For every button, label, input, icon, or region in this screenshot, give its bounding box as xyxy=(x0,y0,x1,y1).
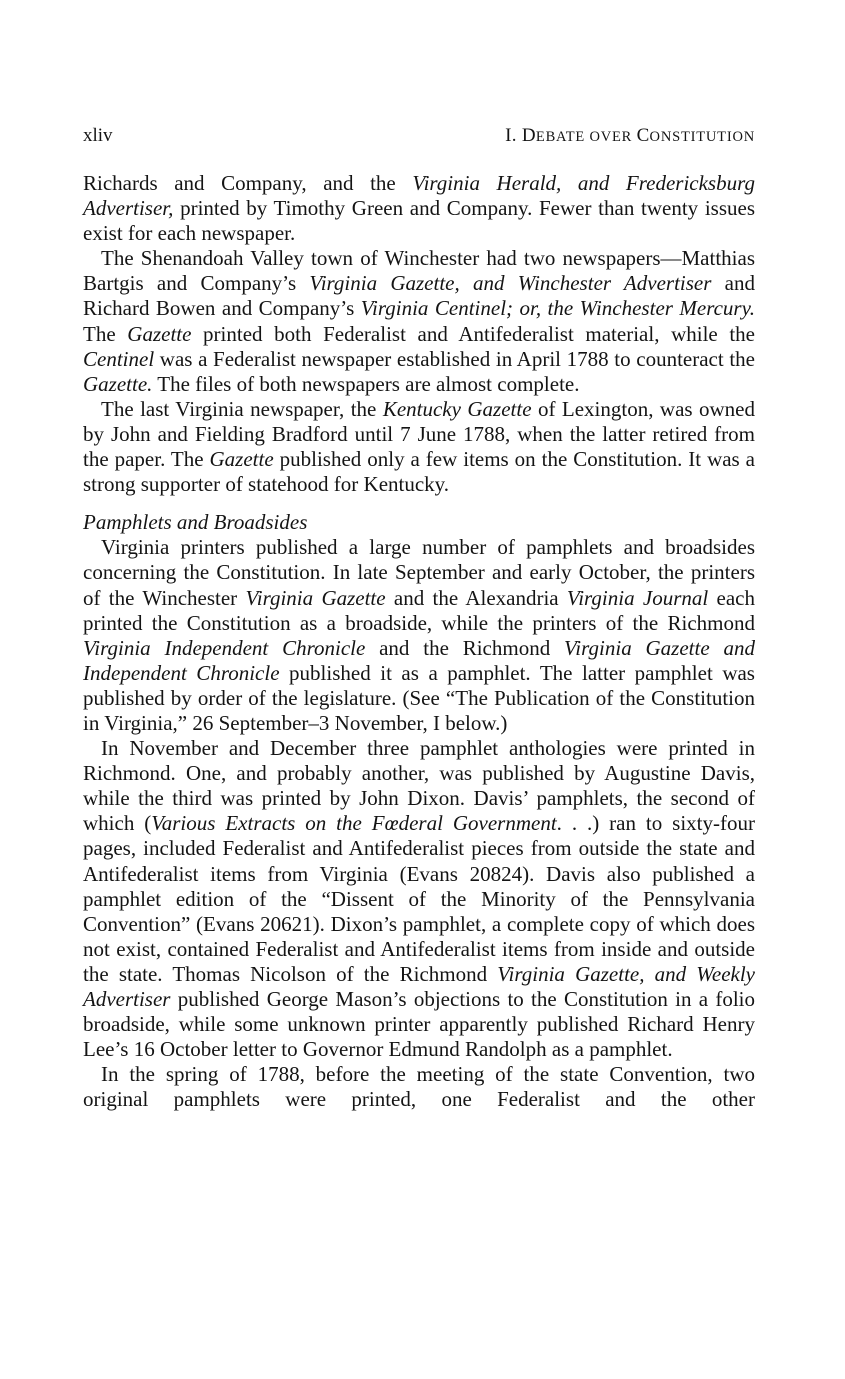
section-heading: Pamphlets and Broadsides xyxy=(83,510,308,535)
paragraph: The last Virginia newspaper, the Kentucky Gazette of Lexington, was owned by John and Fielding Bradford until 7 June 1788, when the latter retired from the paper. The Gazette published only a few items on the Constitution. It was a strong supporter of statehood for Kentucky. xyxy=(83,396,756,497)
running-title: I. DEBATE OVER CONSTITUTION xyxy=(505,125,755,146)
paragraph: In the spring of 1788, before the meeting of the state Convention, two original pamphlets were printed, one Federalist and the other xyxy=(83,1062,755,1112)
paragraph: Richards and Company, and the Virginia Herald, and Fredericksburg Advertiser, printed by Timothy Green and Company. Fewer than twenty issues exist for each newspaper. xyxy=(83,171,755,246)
page-number: xliv xyxy=(83,125,113,146)
paragraph: Virginia printers published a large number of pamphlets and broadsides concerning the Constitution. In late September and early October, the printers of the Winchester Virginia Gazette and the Alexandria Virginia Journal each printed the Constitution as a broadside, while the printers of the Richmond Virginia Independent Chronicle and the Richmond Virginia Gazette and Independent Chronicle published it as a pamphlet. The latter pamphlet was published by order of the legislature. (See “The Publication of the Constitution in Virginia,” 26 September–3 November, I below.) xyxy=(83,535,756,735)
body-text xyxy=(83,171,755,1112)
paragraph: The Shenandoah Valley town of Winchester had two newspapers—Matthias Bartgis and Company’s Virginia Gazette, and Winchester Advertiser and Richard Bowen and Company’s Virginia Centinel; or, the Winchester Mercury. The Gazette printed both Federalist and Antifederalist material, while the Centinel was a Federalist newspaper established in April 1788 to counteract the Gazette. The files of both newspapers are almost complete. xyxy=(83,246,755,396)
paragraph: In November and December three pamphlet anthologies were printed in Richmond. One, and probably another, was published by Augustine Davis, while the third was printed by John Dixon. Davis’ pamphlets, the second of which (Various Extracts on the Fœderal Government. . .) ran to sixty-four pages, included Federalist and Antifederalist pieces from outside the state and Antifederalist items from Virginia (Evans 20824). Davis also published a pamphlet edition of the “Dissent of the Minority of the Pennsylvania Convention” (Evans 20621). Dixon’s pamphlet, a complete copy of which does not exist, contained Federalist and Antifederalist items from inside and outside the state. Thomas Nicolson of the Richmond Virginia Gazette, and Weekly Advertiser published George Mason’s objections to the Constitution in a folio broadside, while some unknown printer apparently published Richard Henry Lee’s 16 October letter to Governor Edmund Randolph as a pamphlet. xyxy=(83,736,755,1062)
running-header xyxy=(83,124,755,149)
